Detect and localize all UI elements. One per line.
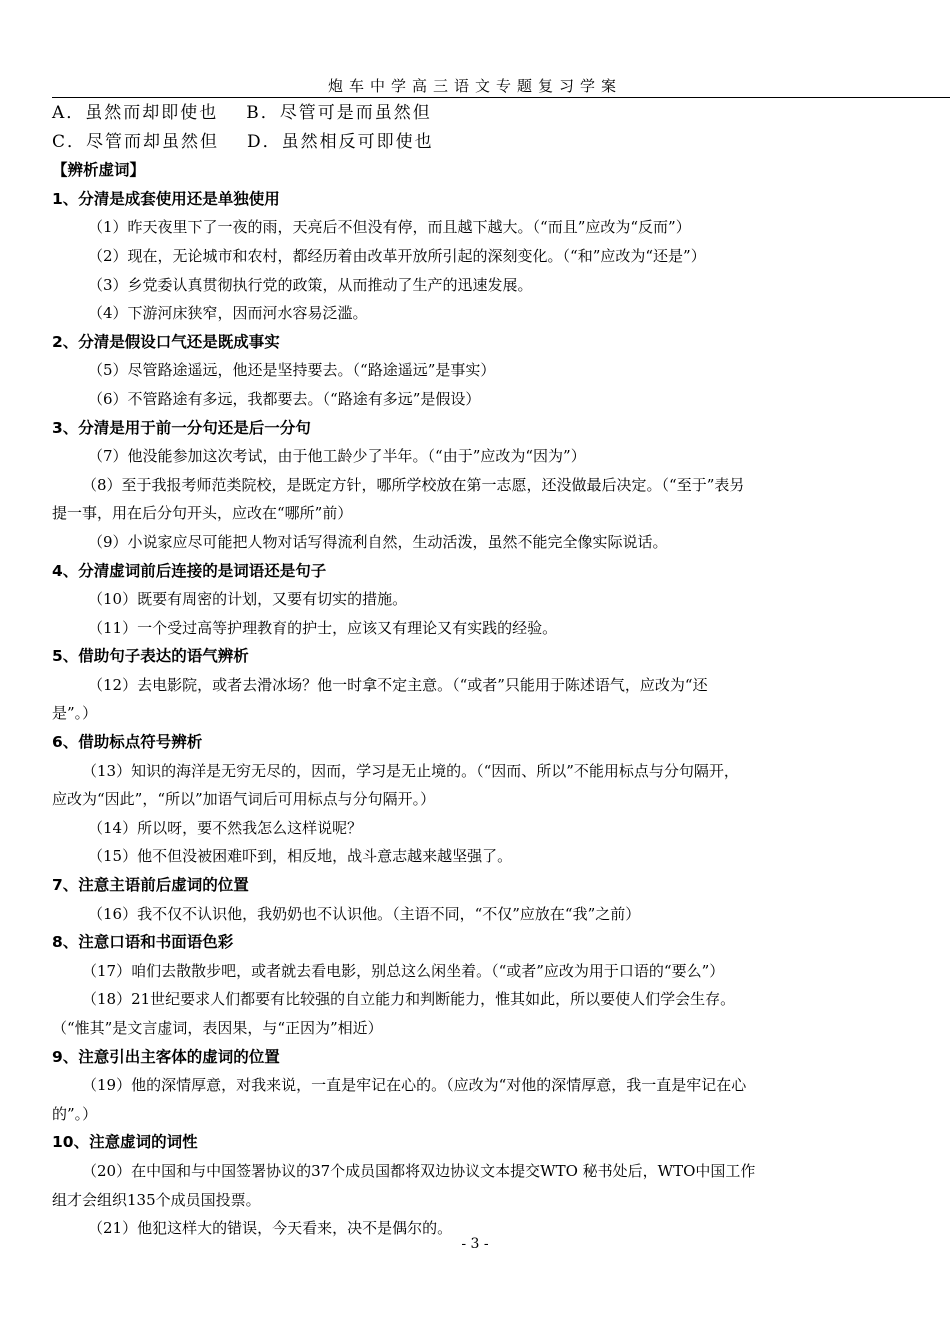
option-b: B．尽管可是而虽然但 [246,103,432,123]
example-11: （11）一个受过高等护理教育的护士，应该又有理论又有实践的经验。 [88,618,558,637]
options-row-2 [52,128,898,157]
example-6: （6）不管路途有多远，我都要去。（“路途有多远”是假设） [88,389,481,408]
heading-2: 2、分清是假设口气还是既成事实 [52,332,280,351]
heading-1: 1、分清是成套使用还是单独使用 [52,189,280,208]
example-12: （12）去电影院，或者去滑冰场？他一时拿不定主意。（“或者”只能用于陈述语气，应改为“还 [88,675,708,694]
page-header-title: 炮车中学高三语文专题复习学案 [327,77,622,95]
example-4: （4）下游河床狭窄，因而河水容易泛滥。 [88,304,368,323]
example-20: （20）在中国和与中国签署协议的37个成员国都将双边协议文本提交WTO 秘书处后，WTO中国工作 [82,1161,756,1180]
example-19: （19）他的深情厚意，对我来说，一直是牢记在心的。（应改为“对他的深情厚意，我一直是牢记在心 [82,1076,747,1095]
heading-10: 10、注意虚词的词性 [52,1133,198,1152]
example-2: （2）现在，无论城市和农村，都经历着由改革开放所引起的深刻变化。（“和”应改为“还是”） [88,246,706,265]
heading-7: 7、注意主语前后虚词的位置 [52,876,249,895]
example-20-cont: 组才会组织135个成员国投票。 [52,1190,261,1209]
document-body [52,99,898,1243]
heading-3: 3、分清是用于前一分句还是后一分句 [52,418,311,437]
example-5: （5）尽管路途遥远，他还是坚持要去。（“路途遥远”是事实） [88,361,496,380]
header-divider [52,97,950,98]
example-1: （1）昨天夜里下了一夜的雨，天亮后不但没有停，而且越下越大。（“而且”应改为“反而”） [88,218,691,237]
heading-5: 5、借助句子表达的语气辨析 [52,647,249,666]
option-d: D．虽然相反可即使也 [247,131,434,152]
example-10: （10）既要有周密的计划，又要有切实的措施。 [88,590,408,609]
page-number: - 3 - [461,1236,489,1252]
example-3: （3）乡党委认真贯彻执行党的政策，从而推动了生产的迅速发展。 [88,275,533,294]
example-14: （14）所以呀，要不然我怎么这样说呢？ [88,818,363,837]
example-13-cont: 应改为“因此”，“所以”加语气词后可用标点与分句隔开。） [52,790,436,809]
heading-4: 4、分清虚词前后连接的是词语还是句子 [52,561,327,580]
section-title: 【辨析虚词】 [52,161,146,180]
example-17: （17）咱们去散散步吧，或者就去看电影，别总这么闲坐着。（“或者”应改为用于口语的“要么”） [82,961,725,980]
example-18-cont: （“惟其”是文言虚词，表因果，与“正因为”相近） [52,1019,383,1037]
heading-8: 8、注意口语和书面语色彩 [52,933,234,952]
example-12-cont: 是”。） [52,704,98,723]
options-row-1 [52,99,898,128]
example-8: （8）至于我报考师范类院校，是既定方针，哪所学校放在第一志愿，还没做最后决定。（“至于”表另 [82,475,745,494]
example-7: （7）他没能参加这次考试，由于他工龄少了半年。（“由于”应改为“因为”） [88,447,586,466]
example-21: （21）他犯这样大的错误，今天看来，决不是偶尔的。 [88,1219,453,1238]
example-8-cont: 提一事，用在后分句开头，应改在“哪所”前） [52,504,353,523]
example-13: （13）知识的海洋是无穷无尽的，因而，学习是无止境的。（“因而、所以”不能用标点与分句隔开， [82,761,739,780]
option-c: C．尽管而却虽然但 [52,131,220,152]
example-9: （9）小说家应尽可能把人物对话写得流利自然，生动活泼，虽然不能完全像实际说话。 [88,532,668,551]
example-18: （18）21世纪要求人们都要有比较强的自立能力和判断能力，惟其如此，所以要使人们学会生存。 [82,990,736,1009]
option-a: A．虽然而却即使也 [52,103,219,123]
example-16: （16）我不仅不认识他，我奶奶也不认识他。（主语不同，“不仅”应放在“我”之前） [88,904,641,923]
heading-9: 9、注意引出主客体的虚词的位置 [52,1047,280,1066]
example-15: （15）他不但没被困难吓到，相反地，战斗意志越来越坚强了。 [88,847,513,866]
example-19-cont: 的”。） [52,1104,98,1123]
heading-6: 6、借助标点符号辨析 [52,733,203,752]
